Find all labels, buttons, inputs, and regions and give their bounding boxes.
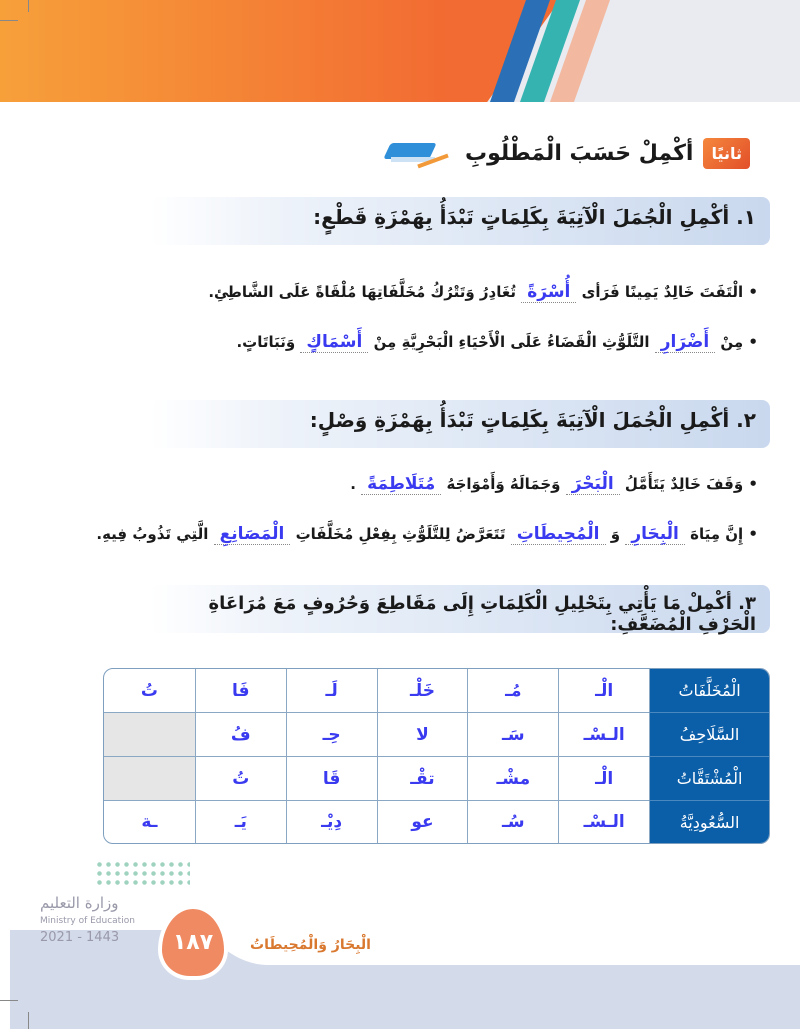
syllable-cell[interactable]: قَا	[286, 757, 377, 801]
text: • إِنَّ مِيَاهَ	[690, 525, 758, 543]
section-heading	[387, 138, 750, 169]
syllable-cell	[104, 713, 195, 757]
crop-mark	[28, 0, 29, 12]
text: الَّتِي تَذُوبُ فِيهِ.	[96, 525, 209, 543]
crop-mark	[28, 1012, 29, 1029]
table-row	[104, 669, 769, 713]
ministry-name-en: Ministry of Education	[40, 916, 135, 926]
answer[interactable]: الْمَصَانِعِ	[214, 524, 291, 545]
top-banner	[0, 0, 800, 102]
text: • مِنْ	[720, 333, 758, 351]
year: 2021 - 1443	[40, 930, 120, 945]
table-row	[104, 801, 769, 843]
q2-sentence-2	[96, 524, 758, 544]
answer[interactable]: أَضْرَارِ	[655, 332, 715, 353]
syllable-cell[interactable]: مشْـ	[467, 757, 558, 801]
answer[interactable]: مُتَلَاطِمَةً	[361, 474, 441, 495]
syllable-cell[interactable]: فَا	[195, 669, 286, 713]
ministry-name: وزارة التعليم	[40, 894, 119, 912]
chapter-title: الْبِحَارُ وَالْمُحِيطَاتُ	[250, 937, 371, 953]
q2-sentence-1	[350, 474, 758, 494]
page-number: ١٨٧	[158, 905, 228, 980]
text: وَنَبَاتَاتٍ.	[236, 333, 296, 351]
answer[interactable]: الْبَحْرَ	[566, 474, 620, 495]
syllable-cell[interactable]: دِيْـ	[286, 801, 377, 843]
syllable-cell[interactable]: ـة	[141, 812, 158, 833]
syllable-cell[interactable]: الْـ	[558, 757, 649, 801]
question-1-title: ١. أكْمِلِ الْجُمَلَ الْآتِيَةَ بِكَلِمَاتٍ تَبْدَأُ بِهَمْزَةِ قَطْعٍ:	[150, 197, 770, 245]
question-2-title: ٢. أكْمِلِ الْجُمَلَ الْآتِيَةَ بِكَلِمَاتٍ تَبْدَأُ بِهَمْزَةِ وَصْلٍ:	[150, 400, 770, 448]
answer[interactable]: أَسْمَاكٍ	[300, 332, 368, 353]
syllable-cell[interactable]: تقْـ	[377, 757, 468, 801]
footer-band	[10, 930, 800, 1029]
ministry-logo	[95, 860, 190, 888]
crop-mark	[0, 20, 18, 21]
answer[interactable]: أُسْرَةً	[521, 282, 576, 303]
word-cell: الْمُخَلَّفَاتُ	[649, 669, 769, 713]
syllable-cell[interactable]: الْـ	[558, 669, 649, 713]
q1-sentence-1	[208, 282, 758, 302]
answer[interactable]: الْبِحَارِ	[625, 524, 685, 545]
syllable-cell[interactable]: سَـ	[467, 713, 558, 757]
syllable-cell[interactable]: عو	[377, 801, 468, 843]
table-row	[104, 713, 769, 757]
crop-mark	[0, 1000, 18, 1001]
text: وَجَمَالَهُ وَأَمْوَاجَهُ	[446, 475, 561, 493]
table-row	[104, 757, 769, 801]
syllable-cell[interactable]: الـسْـ	[558, 713, 649, 757]
syllable-cell[interactable]: لا	[377, 713, 468, 757]
question-3-title: ٣. أكْمِلْ مَا يَأْتِي بِتَحْلِيلِ الْكَلِمَاتِ إِلَى مَقَاطِعَ وَحُرُوفٍ مَعَ مُرَاعَاةِ الْحَرْفِ الْمُضَعَّفِ:	[150, 585, 770, 633]
word-cell: الْمُشْتَقَّاتُ	[649, 757, 769, 801]
syllable-cell[interactable]: فُ	[195, 713, 286, 757]
word-cell: السُّعُودِيَّةُ	[649, 801, 769, 843]
syllable-cell[interactable]: تُ	[104, 669, 195, 713]
syllable-cell[interactable]: تُ	[195, 757, 286, 801]
q1-sentence-2	[236, 332, 758, 352]
syllable-table	[103, 668, 770, 844]
syllable-cell[interactable]: لَـ	[286, 669, 377, 713]
book-pencil-icon	[387, 141, 447, 167]
syllable-cell[interactable]: خَلْـ	[377, 669, 468, 713]
banner-orange	[0, 0, 560, 102]
text: • وَقَفَ خَالِدٌ يَتَأَمَّلُ	[624, 475, 758, 493]
text: التَّلَوُّثِ الْقَضَاءُ عَلَى الْأَحْيَاءِ الْبَحْرِيَّةِ مِنْ	[373, 333, 650, 351]
syllable-cell[interactable]: سُـ	[467, 801, 558, 843]
syllable-cell[interactable]: حِـ	[286, 713, 377, 757]
answer[interactable]: الْمُحِيطَاتِ	[511, 524, 606, 545]
text: تَتَعَرَّضُ لِلتَّلَوُّثِ بِفِعْلِ مُخَلَّفَاتِ	[295, 525, 506, 543]
text: تُغَادِرُ وَتَتْرُكُ مُخَلَّفَاتِهَا مُلْقَاةً عَلَى الشَّاطِئِ.	[208, 283, 516, 301]
section-badge: ثانيًا	[703, 138, 750, 169]
text: .	[350, 475, 356, 493]
text: وَ	[610, 525, 621, 543]
syllable-cell[interactable]: الـسْـ	[558, 801, 649, 843]
syllable-cell[interactable]: يَـ	[195, 801, 286, 843]
word-cell: السَّلَاحِفُ	[649, 713, 769, 757]
section-title: أكْمِلْ حَسَبَ الْمَطْلُوبِ	[465, 141, 694, 166]
syllable-cell[interactable]: مُـ	[467, 669, 558, 713]
text: • الْتَفَتَ خَالِدٌ يَمِينًا فَرَأى	[581, 283, 758, 301]
syllable-cell	[104, 757, 195, 801]
